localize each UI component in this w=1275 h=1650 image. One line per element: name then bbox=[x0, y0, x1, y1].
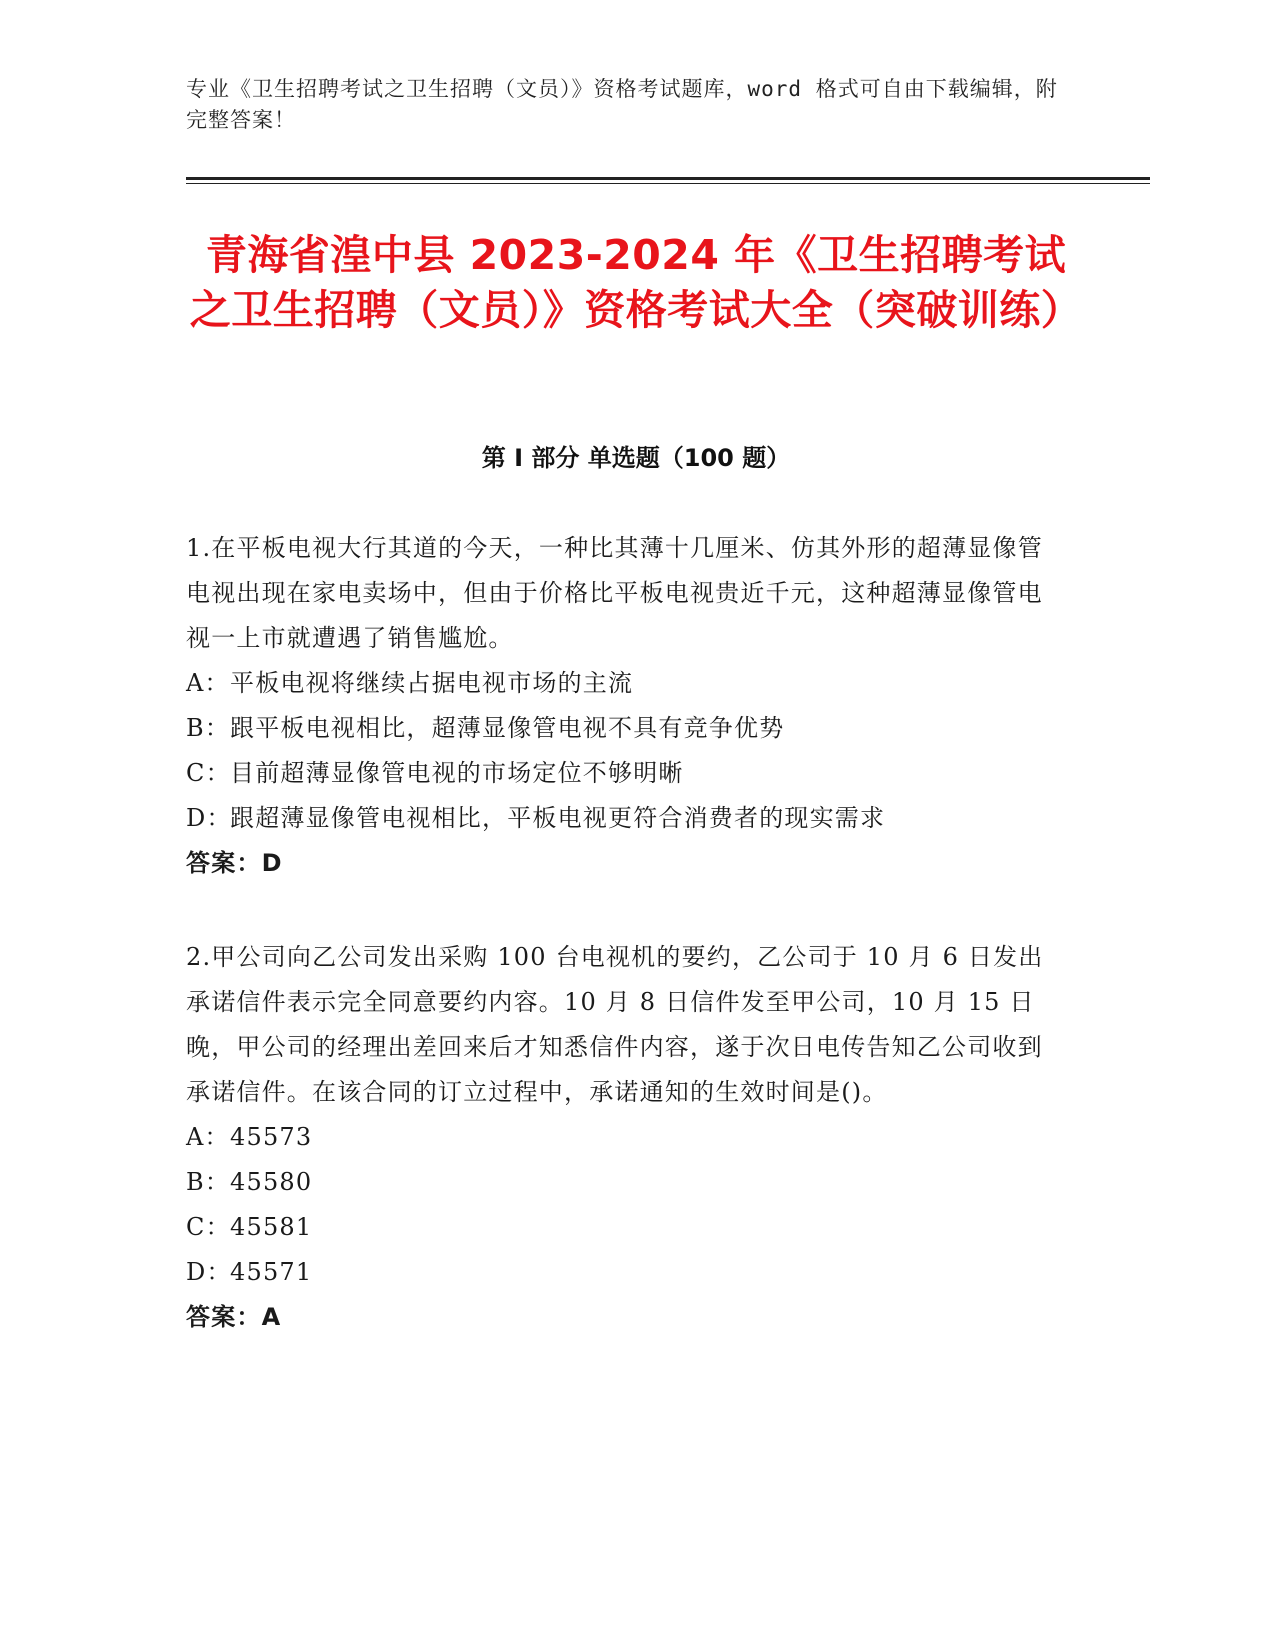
question-1 bbox=[186, 526, 1066, 886]
question-stem: 2.甲公司向乙公司发出采购 100 台电视机的要约，乙公司于 10 月 6 日发出承诺信件表示完全同意要约内容。10 月 8 日信件发至甲公司，10 月 15 日晚，甲公司的经理出差回来后才知悉信件内容，遂于次日电传告知乙公司收到承诺信件。在该合同的订立过程中，承诺通知的生效时间是()。 bbox=[186, 943, 1044, 1106]
option-text: 45573 bbox=[230, 1123, 313, 1151]
answer-line: 答案：D bbox=[186, 849, 283, 877]
option-key: D： bbox=[186, 1258, 232, 1286]
option-text: 目前超薄显像管电视的市场定位不够明晰 bbox=[230, 759, 684, 787]
option-text: 平板电视将继续占据电视市场的主流 bbox=[230, 669, 634, 697]
question-stem: 1.在平板电视大行其道的今天，一种比其薄十几厘米、仿其外形的超薄显像管电视出现在家电卖场中，但由于价格比平板电视贵近千元，这种超薄显像管电视一上市就遭遇了销售尴尬。 bbox=[186, 534, 1043, 652]
option-key: B： bbox=[186, 714, 231, 742]
option-key: B： bbox=[186, 1168, 231, 1196]
answer-line: 答案：A bbox=[186, 1303, 282, 1331]
option-b bbox=[186, 1160, 1066, 1205]
section-heading: 第 I 部分 单选题（100 题） bbox=[481, 444, 791, 472]
option-text: 45571 bbox=[230, 1258, 313, 1286]
option-b bbox=[186, 706, 1066, 751]
option-key: C： bbox=[186, 759, 231, 787]
header-rule-thick bbox=[186, 177, 1150, 180]
option-a bbox=[186, 661, 1066, 706]
option-d bbox=[186, 796, 1066, 841]
option-key: C： bbox=[186, 1213, 231, 1241]
document-title: 青海省湟中县 2023-2024 年《卫生招聘考试之卫生招聘（文员）》资格考试大全（突破训练） bbox=[189, 231, 1083, 334]
option-text: 跟平板电视相比，超薄显像管电视不具有竞争优势 bbox=[230, 714, 785, 742]
option-key: D： bbox=[186, 804, 232, 832]
option-d bbox=[186, 1250, 1066, 1295]
option-c bbox=[186, 1205, 1066, 1250]
option-c bbox=[186, 751, 1066, 796]
option-text: 45581 bbox=[230, 1213, 313, 1241]
option-text: 跟超薄显像管电视相比，平板电视更符合消费者的现实需求 bbox=[230, 804, 886, 832]
header-note: 专业《卫生招聘考试之卫生招聘（文员）》资格考试题库，word 格式可自由下载编辑，附完整答案！ bbox=[186, 77, 1058, 132]
option-text: 45580 bbox=[230, 1168, 313, 1196]
option-a bbox=[186, 1115, 1066, 1160]
header-rule-thin bbox=[186, 183, 1150, 184]
option-key: A： bbox=[186, 669, 230, 697]
question-2 bbox=[186, 935, 1066, 1340]
option-key: A： bbox=[186, 1123, 230, 1151]
